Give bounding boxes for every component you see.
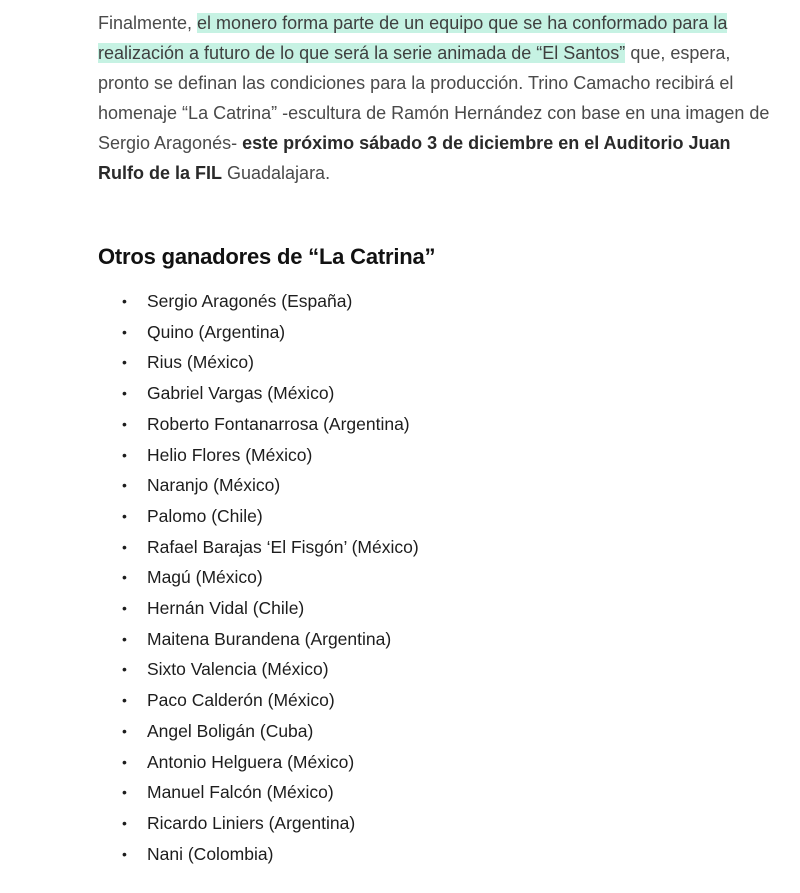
bullet-icon: •: [122, 722, 127, 739]
intro-paragraph: [98, 8, 778, 188]
list-item: [122, 839, 778, 870]
list-item-text: Paco Calderón (México): [147, 690, 335, 711]
list-item: [122, 654, 778, 685]
list-item-text: Gabriel Vargas (México): [147, 383, 335, 404]
bullet-icon: •: [122, 293, 127, 309]
list-item: [122, 347, 778, 378]
list-item: [122, 593, 778, 624]
list-item-text: Nani (Colombia): [147, 843, 274, 864]
list-item: [122, 716, 778, 747]
event-date-bold: este próximo sábado 3 de diciembre en el Auditorio Juan Rulfo de la FIL: [98, 133, 731, 183]
bullet-icon: •: [122, 477, 127, 494]
list-item: [122, 470, 778, 501]
list-item: [122, 532, 778, 563]
bullet-icon: •: [122, 630, 127, 647]
list-item: [122, 747, 778, 778]
intro-text-start: Finalmente,: [98, 13, 198, 33]
list-item-text: Manuel Falcón (México): [147, 782, 334, 803]
list-item: [122, 808, 778, 839]
bullet-icon: •: [122, 845, 127, 862]
bullet-icon: •: [122, 753, 127, 770]
bullet-icon: •: [122, 600, 127, 617]
list-item-text: Palomo (Chile): [147, 505, 263, 526]
list-item: [122, 685, 778, 716]
list-item-text: Rius (México): [147, 352, 254, 373]
list-item-text: Naranjo (México): [147, 475, 281, 496]
list-item-text: Quino (Argentina): [147, 321, 286, 342]
list-item-text: Sixto Valencia (México): [147, 659, 329, 680]
bullet-icon: •: [122, 538, 127, 555]
list-item: [122, 286, 778, 317]
bullet-icon: •: [122, 385, 127, 402]
list-item-text: Angel Boligán (Cuba): [147, 720, 314, 741]
list-item-text: Roberto Fontanarrosa (Argentina): [147, 413, 410, 434]
bullet-icon: •: [122, 415, 127, 432]
list-item: [122, 777, 778, 808]
section-heading: Otros ganadores de “La Catrina”: [98, 244, 436, 269]
bullet-icon: •: [122, 323, 127, 340]
bullet-icon: •: [122, 692, 127, 709]
list-item-text: Maitena Burandena (Argentina): [147, 628, 392, 649]
bullet-icon: •: [122, 784, 127, 801]
list-item-text: Antonio Helguera (México): [147, 751, 355, 772]
list-item: [122, 562, 778, 593]
bullet-icon: •: [122, 507, 127, 524]
bullet-icon: •: [122, 354, 127, 371]
highlighted-text: el monero forma parte de un equipo que se ha conformado para la realización a futuro de lo que será la serie animada de “El Santos”: [98, 13, 728, 63]
list-item-text: Magú (México): [147, 567, 263, 588]
bullet-icon: •: [122, 661, 127, 678]
list-item-text: Ricardo Liniers (Argentina): [147, 812, 356, 833]
list-item: [122, 624, 778, 655]
list-item-text: Helio Flores (México): [147, 444, 313, 465]
list-item: [122, 440, 778, 471]
list-item: [122, 317, 778, 348]
intro-text-end: Guadalajara.: [222, 163, 331, 183]
bullet-icon: •: [122, 814, 127, 831]
list-item-text: Rafael Barajas ‘El Fisgón’ (México): [147, 536, 419, 557]
list-item: [122, 501, 778, 532]
list-item-text: Hernán Vidal (Chile): [147, 598, 305, 619]
winners-list: [98, 286, 778, 869]
list-item: [122, 378, 778, 409]
intro-text-middle: que, espera, pronto se definan las condiciones para la producción. Trino Camacho recibirá el homenaje “La Catrina” -escultura de Ramón Hernández con base en una imagen de Sergio Aragonés-: [98, 43, 770, 153]
list-item: [122, 409, 778, 440]
bullet-icon: •: [122, 446, 127, 463]
list-item-text: Sergio Aragonés (España): [147, 291, 353, 311]
bullet-icon: •: [122, 569, 127, 586]
